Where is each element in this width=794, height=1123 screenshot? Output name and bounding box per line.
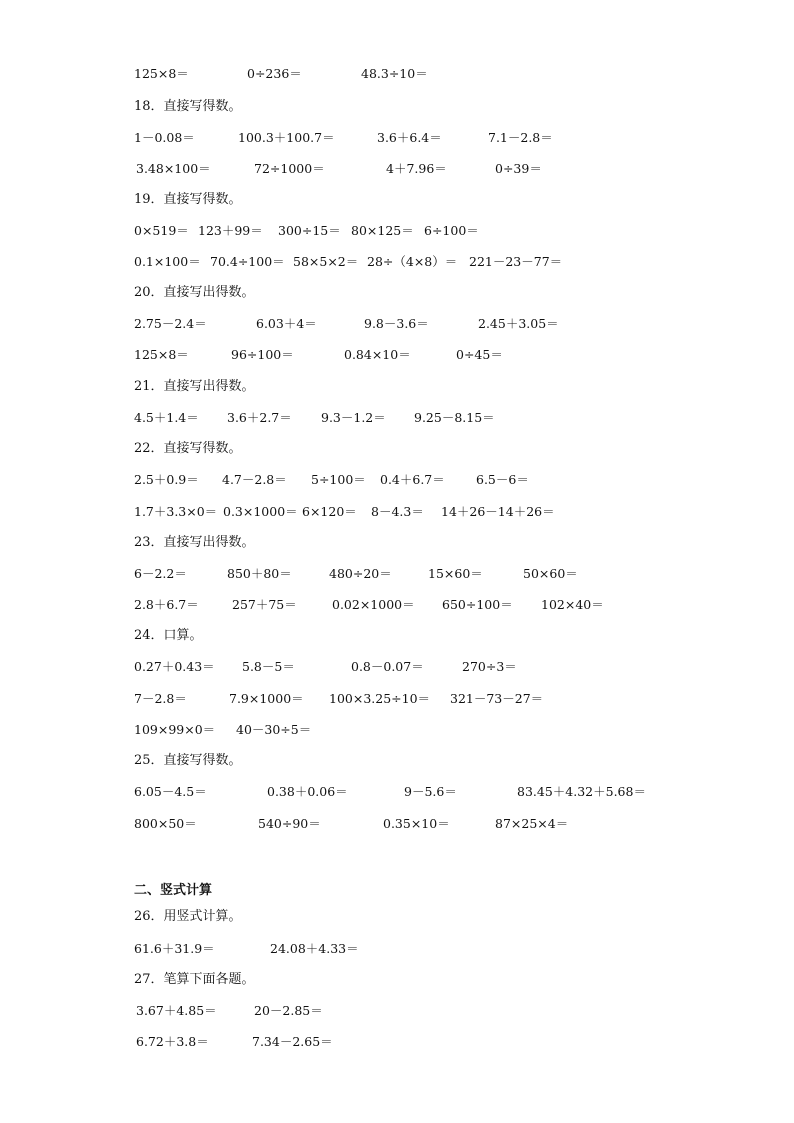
problem-line	[0, 1032, 794, 1052]
problem: 321－73－27＝	[450, 691, 544, 706]
problem: 20－2.85＝	[254, 1003, 323, 1018]
problem: 9－5.6＝	[404, 784, 457, 799]
problem: 300÷15＝	[278, 223, 341, 238]
problem: 0÷45＝	[456, 347, 503, 362]
problem-line	[0, 689, 794, 709]
problem: 6－2.2＝	[134, 566, 187, 581]
problem: 2.45＋3.05＝	[478, 316, 559, 331]
problem: 0.1×100＝	[134, 254, 201, 269]
problem-line	[0, 408, 794, 428]
question-heading: 22．直接写得数。	[134, 441, 242, 456]
problem: 0.27＋0.43＝	[134, 659, 215, 674]
problem: 123＋99＝	[198, 223, 263, 238]
problem: 7.9×1000＝	[229, 691, 304, 706]
problem: 9.8－3.6＝	[364, 316, 429, 331]
problem: 4＋7.96＝	[386, 161, 447, 176]
problem-line	[0, 64, 794, 84]
problem: 40－30÷5＝	[236, 722, 312, 737]
problem: 2.5＋0.9＝	[134, 472, 199, 487]
problem: 6.03＋4＝	[256, 316, 317, 331]
problem: 4.5＋1.4＝	[134, 410, 199, 425]
problem-line	[0, 595, 794, 615]
question-heading: 27．笔算下面各题。	[134, 972, 255, 987]
problem: 100.3＋100.7＝	[238, 130, 335, 145]
problem: 15×60＝	[428, 566, 483, 581]
problem-line	[0, 502, 794, 522]
problem: 87×25×4＝	[495, 816, 569, 831]
question-heading: 19．直接写得数。	[134, 192, 242, 207]
problem: 650÷100＝	[442, 597, 513, 612]
problem: 0.8－0.07＝	[351, 659, 424, 674]
problem: 8－4.3＝	[371, 504, 424, 519]
problem: 4.7－2.8＝	[222, 472, 287, 487]
problem-line	[0, 252, 794, 272]
problem: 6×120＝	[302, 504, 357, 519]
problem: 0.3×1000＝	[223, 504, 298, 519]
problem: 7－2.8＝	[134, 691, 187, 706]
problem: 24.08＋4.33＝	[270, 941, 359, 956]
problem: 5÷100＝	[311, 472, 366, 487]
problem: 125×8＝	[134, 66, 189, 81]
problem-line	[0, 159, 794, 179]
problem-line	[0, 470, 794, 490]
problem: 14＋26－14＋26＝	[441, 504, 555, 519]
problem: 72÷1000＝	[254, 161, 325, 176]
problem: 0.35×10＝	[383, 816, 450, 831]
problem: 2.75－2.4＝	[134, 316, 207, 331]
problem: 96÷100＝	[231, 347, 294, 362]
problem: 0×519＝	[134, 223, 189, 238]
problem: 1－0.08＝	[134, 130, 195, 145]
problem: 28÷（4×8）＝	[367, 254, 458, 269]
problem: 270÷3＝	[462, 659, 517, 674]
problem: 800×50＝	[134, 816, 197, 831]
problem: 70.4÷100＝	[210, 254, 285, 269]
problem: 6.72＋3.8＝	[136, 1034, 209, 1049]
question-heading: 24．口算。	[134, 628, 203, 643]
problem: 83.45＋4.32＋5.68＝	[517, 784, 646, 799]
problem: 5.8－5＝	[242, 659, 295, 674]
problem: 1.7＋3.3×0＝	[134, 504, 218, 519]
problem: 100×3.25÷10＝	[329, 691, 431, 706]
problem: 0.4＋6.7＝	[380, 472, 445, 487]
question-heading: 23．直接写出得数。	[134, 535, 255, 550]
problem: 2.8＋6.7＝	[134, 597, 199, 612]
problem: 7.34－2.65＝	[252, 1034, 333, 1049]
problem: 6÷100＝	[424, 223, 479, 238]
problem: 109×99×0＝	[134, 722, 216, 737]
problem-line	[0, 221, 794, 241]
problem-line	[0, 1001, 794, 1021]
problem: 6.5－6＝	[476, 472, 529, 487]
problem: 102×40＝	[541, 597, 604, 612]
problem: 257＋75＝	[232, 597, 297, 612]
problem: 3.48×100＝	[136, 161, 211, 176]
problem: 58×5×2＝	[293, 254, 359, 269]
question-heading: 25．直接写得数。	[134, 753, 242, 768]
problem-line	[0, 939, 794, 959]
problem: 7.1－2.8＝	[488, 130, 553, 145]
problem-line	[0, 128, 794, 148]
problem: 125×8＝	[134, 347, 189, 362]
problem: 0.02×1000＝	[332, 597, 415, 612]
problem-line	[0, 782, 794, 802]
problem: 0÷39＝	[495, 161, 542, 176]
problem: 50×60＝	[523, 566, 578, 581]
problem-line	[0, 314, 794, 334]
problem: 221－23－77＝	[469, 254, 563, 269]
problem: 9.3－1.2＝	[321, 410, 386, 425]
problem: 0.84×10＝	[344, 347, 411, 362]
problem: 0÷236＝	[247, 66, 302, 81]
problem: 3.67＋4.85＝	[136, 1003, 217, 1018]
problem: 80×125＝	[351, 223, 414, 238]
question-heading: 20．直接写出得数。	[134, 285, 255, 300]
problem-line	[0, 564, 794, 584]
question-heading: 26．用竖式计算。	[134, 909, 242, 924]
section-title: 二、竖式计算	[134, 883, 213, 898]
problem: 48.3÷10＝	[361, 66, 428, 81]
question-heading: 18．直接写得数。	[134, 99, 242, 114]
problem: 0.38＋0.06＝	[267, 784, 348, 799]
problem: 850＋80＝	[227, 566, 292, 581]
problem-line	[0, 345, 794, 365]
problem: 540÷90＝	[258, 816, 321, 831]
problem: 3.6＋6.4＝	[377, 130, 442, 145]
problem: 3.6＋2.7＝	[227, 410, 292, 425]
problem-line	[0, 720, 794, 740]
question-heading: 21．直接写出得数。	[134, 379, 255, 394]
problem: 9.25－8.15＝	[414, 410, 495, 425]
problem-line	[0, 814, 794, 834]
problem: 61.6＋31.9＝	[134, 941, 215, 956]
problem-line	[0, 657, 794, 677]
problem: 480÷20＝	[329, 566, 392, 581]
problem: 6.05－4.5＝	[134, 784, 207, 799]
